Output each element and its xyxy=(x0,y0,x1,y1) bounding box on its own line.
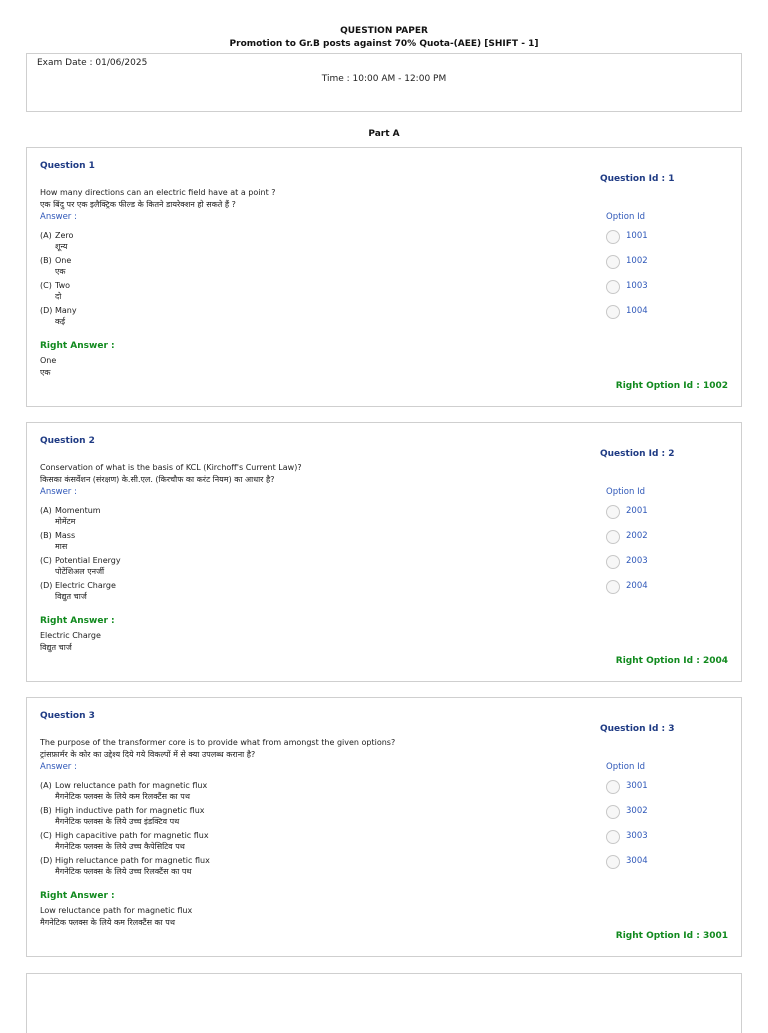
option-text-hindi: मैगनेटिक फ्लक्स के लिये उच्च इंडक्टिव पथ xyxy=(55,817,180,826)
option-letter: (A) xyxy=(40,506,52,515)
question-number: Question 3 xyxy=(40,711,95,721)
option-text-english: Zero xyxy=(55,231,74,240)
option-item xyxy=(40,855,210,877)
option-id: 1001 xyxy=(626,231,648,241)
option-text-hindi: मैगनेटिक फ्लक्स के लिये कम रिलक्टैंस का पथ xyxy=(55,792,190,801)
question-card xyxy=(26,147,742,407)
option-text-hindi: दो xyxy=(55,292,62,301)
answer-label: Answer : xyxy=(40,212,77,222)
option-item xyxy=(40,280,70,302)
option-radio-button[interactable] xyxy=(606,805,620,819)
option-item xyxy=(40,230,73,252)
option-text-hindi: विद्युत चार्ज xyxy=(55,592,87,601)
right-answer-hindi: एक xyxy=(40,368,51,377)
option-letter: (D) xyxy=(40,856,53,865)
option-text-hindi: कई xyxy=(55,317,66,326)
exam-time: Time : 10:00 AM - 12:00 PM xyxy=(321,74,447,84)
option-text-english: Low reluctance path for magnetic flux xyxy=(55,781,208,790)
option-id: 2002 xyxy=(626,531,648,541)
paper-title: QUESTION PAPER xyxy=(340,26,428,36)
question-number: Question 1 xyxy=(40,161,95,171)
option-id: 3003 xyxy=(626,831,648,841)
option-text-english: High inductive path for magnetic flux xyxy=(55,806,205,815)
option-radio-button[interactable] xyxy=(606,280,620,294)
option-text-hindi: मैगनेटिक फ्लक्स के लिये उच्च रिलक्टैंस का पथ xyxy=(55,867,192,876)
question-text-english: How many directions can an electric field have at a point ? xyxy=(40,188,276,197)
right-answer-english: One xyxy=(40,356,57,365)
option-id: 3002 xyxy=(626,806,648,816)
question-text-english: Conservation of what is the basis of KCL (Kirchoff's Current Law)? xyxy=(40,463,302,472)
exam-date: Exam Date : 01/06/2025 xyxy=(37,58,148,68)
option-text-hindi: मास xyxy=(55,542,68,551)
option-letter: (D) xyxy=(40,581,53,590)
option-text-english: Momentum xyxy=(55,506,101,515)
right-option-id: Right Option Id : 3001 xyxy=(615,931,728,941)
question-number: Question 2 xyxy=(40,436,95,446)
option-text-hindi: शून्य xyxy=(55,242,68,251)
option-text-hindi: मोमेंटम xyxy=(55,517,76,526)
question-text xyxy=(40,462,302,486)
right-option-id: Right Option Id : 2004 xyxy=(615,656,728,666)
option-text-hindi: मैगनेटिक फ्लक्स के लिये उच्च कैपेसिटिव पथ xyxy=(55,842,185,851)
option-radio-button[interactable] xyxy=(606,555,620,569)
exam-info-box xyxy=(26,53,742,112)
question-text xyxy=(40,187,276,211)
right-answer-text xyxy=(40,630,101,654)
option-id: 3004 xyxy=(626,856,648,866)
option-item xyxy=(40,805,205,827)
option-item xyxy=(40,530,75,552)
question-text-english: The purpose of the transformer core is to provide what from amongst the given options? xyxy=(40,738,396,747)
option-radio-button[interactable] xyxy=(606,780,620,794)
answer-label: Answer : xyxy=(40,762,77,772)
option-item xyxy=(40,780,207,802)
option-letter: (C) xyxy=(40,831,52,840)
right-answer-english: Low reluctance path for magnetic flux xyxy=(40,906,193,915)
right-answer-label: Right Answer : xyxy=(40,891,115,901)
option-text-english: High reluctance path for magnetic flux xyxy=(55,856,210,865)
option-letter: (C) xyxy=(40,281,52,290)
question-text-hindi: ट्रांसफ़ार्मर के कोर का उद्देश्य दिये गये विकल्पों में से क्या उपलब्ध कराना है? xyxy=(40,750,256,759)
option-id-label: Option Id xyxy=(606,762,645,772)
option-text-hindi: एक xyxy=(55,267,66,276)
question-text-hindi: एक बिंदु पर एक इलैक्ट्रिक फील्ड के कितने डायरेक्शन हो सकते हैं ? xyxy=(40,200,236,209)
option-id-label: Option Id xyxy=(606,212,645,222)
question-id: Question Id : 3 xyxy=(600,724,675,734)
option-radio-button[interactable] xyxy=(606,505,620,519)
option-letter: (A) xyxy=(40,231,52,240)
option-text-english: Potential Energy xyxy=(55,556,121,565)
right-option-id: Right Option Id : 1002 xyxy=(615,381,728,391)
option-radio-button[interactable] xyxy=(606,530,620,544)
option-text-english: One xyxy=(55,256,72,265)
option-radio-button[interactable] xyxy=(606,305,620,319)
option-id: 1002 xyxy=(626,256,648,266)
option-id: 1003 xyxy=(626,281,648,291)
option-id: 2001 xyxy=(626,506,648,516)
option-text-english: Mass xyxy=(55,531,76,540)
option-id: 1004 xyxy=(626,306,648,316)
option-text-english: High capacitive path for magnetic flux xyxy=(55,831,209,840)
option-radio-button[interactable] xyxy=(606,830,620,844)
option-letter: (D) xyxy=(40,306,53,315)
option-item xyxy=(40,580,116,602)
option-item xyxy=(40,830,209,852)
part-title: Part A xyxy=(368,129,400,139)
option-radio-button[interactable] xyxy=(606,230,620,244)
paper-subtitle: Promotion to Gr.B posts against 70% Quota-(AEE) [SHIFT - 1] xyxy=(229,39,539,49)
right-answer-text xyxy=(40,355,56,379)
option-letter: (C) xyxy=(40,556,52,565)
option-id-label: Option Id xyxy=(606,487,645,497)
question-id: Question Id : 1 xyxy=(600,174,675,184)
option-id: 2004 xyxy=(626,581,648,591)
option-text-english: Two xyxy=(55,281,70,290)
option-text-english: Many xyxy=(55,306,77,315)
question-text-hindi: किसका कंसर्वेशन (संरक्षण) के.सी.एल. (किरचौफ का करंट नियम) का आधार है? xyxy=(40,475,275,484)
option-id: 2003 xyxy=(626,556,648,566)
right-answer-hindi: विद्युत चार्ज xyxy=(40,643,72,652)
option-letter: (A) xyxy=(40,781,52,790)
question-card xyxy=(26,697,742,957)
right-answer-label: Right Answer : xyxy=(40,616,115,626)
next-question-card xyxy=(26,973,742,1033)
option-text-hindi: पोटेंशिअल एनर्जी xyxy=(55,567,105,576)
option-letter: (B) xyxy=(40,531,52,540)
option-id: 3001 xyxy=(626,781,648,791)
option-radio-button[interactable] xyxy=(606,580,620,594)
option-item xyxy=(40,305,77,327)
option-item xyxy=(40,505,101,527)
right-answer-text xyxy=(40,905,192,929)
right-answer-hindi: मैगनेटिक फ्लक्स के लिये कम रिलक्टैंस का पथ xyxy=(40,918,175,927)
question-id: Question Id : 2 xyxy=(600,449,675,459)
right-answer-english: Electric Charge xyxy=(40,631,101,640)
option-letter: (B) xyxy=(40,806,52,815)
option-radio-button[interactable] xyxy=(606,255,620,269)
question-card xyxy=(26,422,742,682)
answer-label: Answer : xyxy=(40,487,77,497)
option-radio-button[interactable] xyxy=(606,855,620,869)
option-item xyxy=(40,255,71,277)
option-text-english: Electric Charge xyxy=(55,581,116,590)
option-letter: (B) xyxy=(40,256,52,265)
question-text xyxy=(40,737,395,761)
right-answer-label: Right Answer : xyxy=(40,341,115,351)
option-item xyxy=(40,555,121,577)
